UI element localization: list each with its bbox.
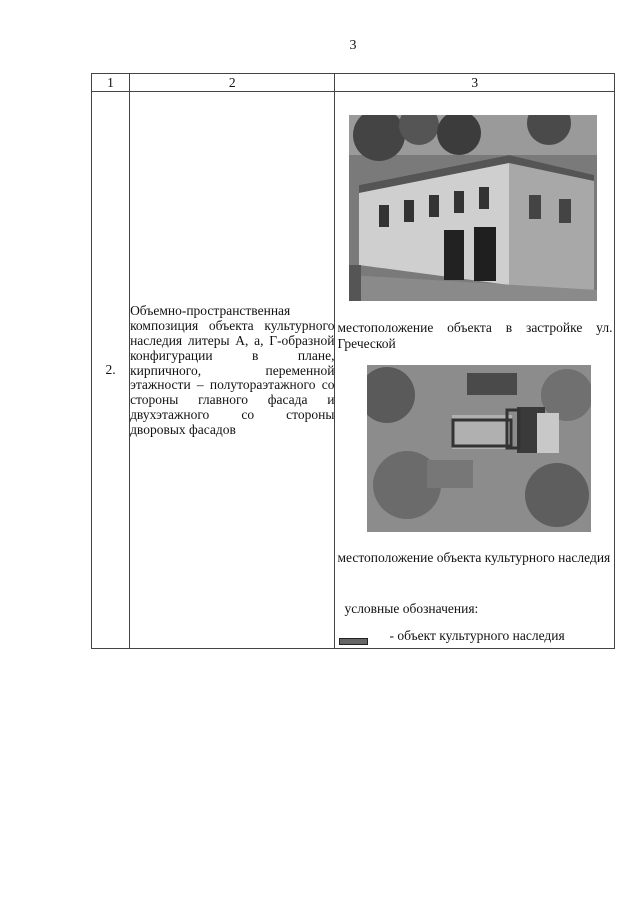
row-illustrations-cell — [335, 92, 615, 649]
legend-swatch — [339, 638, 368, 645]
row-description: Объемно-пространственная композиция объекта культурного наследия литеры А, а, Г-образной конфигурации в плане, кирпичного, переменной этажности – полутораэтажного со стороны главного фасада и двухэтажного со стороны дворовых фасадов — [130, 303, 335, 437]
heritage-table — [91, 73, 615, 649]
table-row — [92, 92, 615, 649]
row-number: 2. — [92, 92, 130, 649]
row-description-cell — [130, 92, 335, 649]
location-map-image — [367, 365, 591, 532]
page-number: 3 — [349, 38, 357, 53]
legend-title: условные обозначения: — [344, 601, 479, 616]
location-map — [367, 365, 591, 532]
legend-item-label: - объект культурного наследия — [389, 628, 565, 643]
photo-caption: местоположение объекта в застройке ул. Греческой — [337, 320, 613, 352]
building-photo-image — [349, 115, 597, 301]
header-col-1: 1 — [92, 74, 130, 92]
header-col-3: 3 — [335, 74, 615, 92]
table-header-row — [92, 74, 615, 92]
building-photo — [349, 115, 597, 301]
map-caption: местоположение объекта культурного наследия — [337, 550, 611, 565]
header-col-2: 2 — [130, 74, 335, 92]
legend-item — [339, 628, 609, 646]
